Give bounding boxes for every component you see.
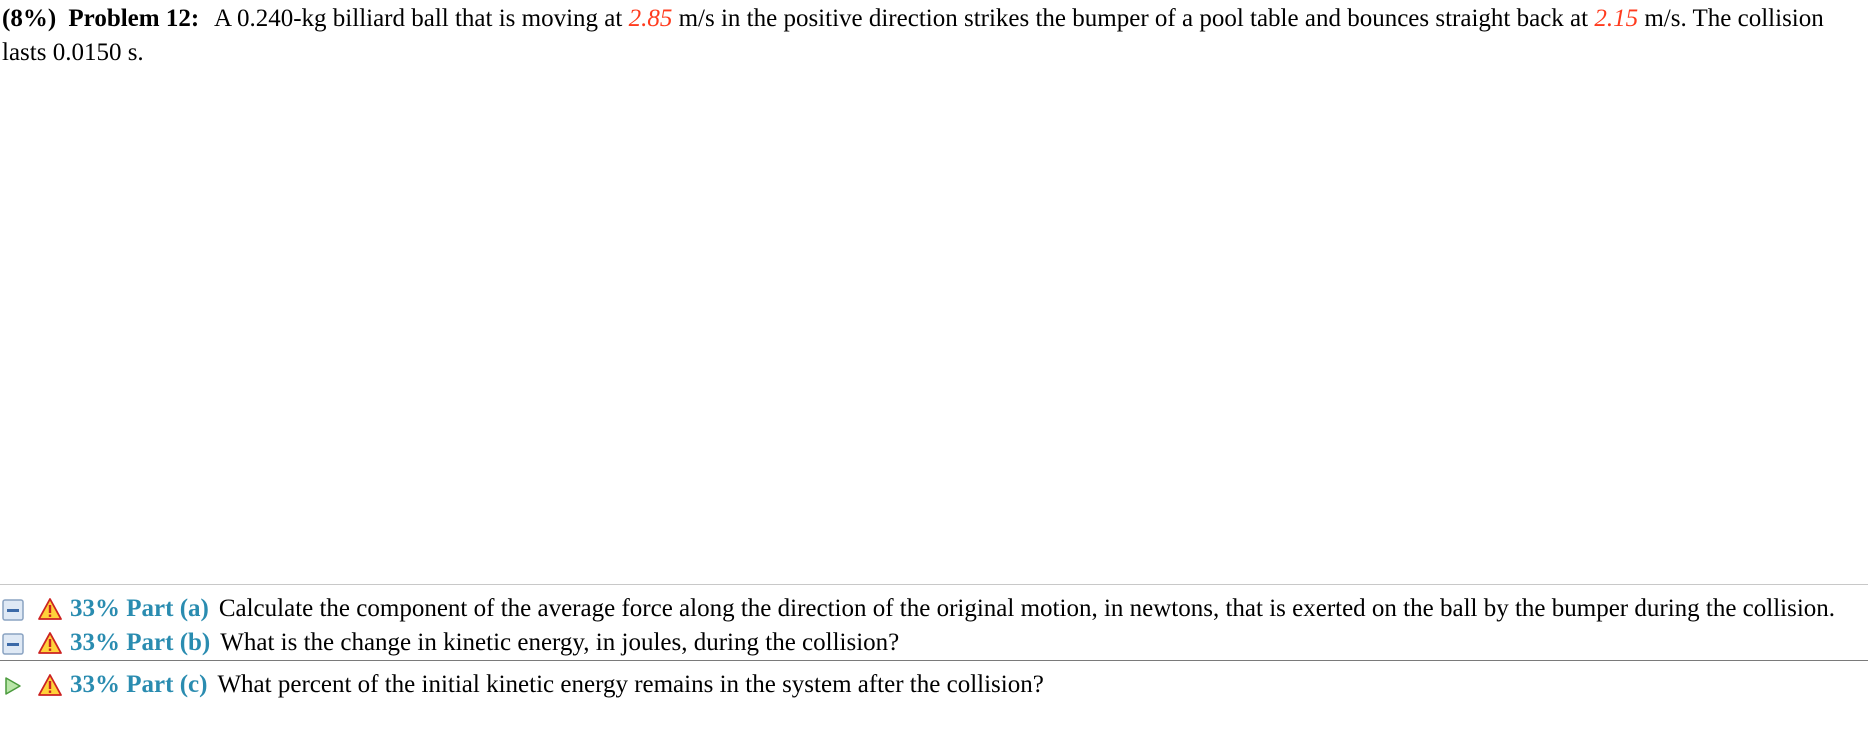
collapse-box-icon[interactable] xyxy=(2,631,24,653)
part-c-percent: 33% xyxy=(70,671,120,698)
part-a-question: Calculate the component of the average force along the direction of the original motion, in newtons, that is exerted on the ball by the bumper during the collision. xyxy=(218,595,1836,622)
part-c-heading[interactable] xyxy=(70,671,207,698)
part-b-question: What is the change in kinetic energy, in joules, during the collision? xyxy=(220,629,900,656)
part-c-question: What percent of the initial kinetic energy remains in the system after the collision? xyxy=(217,671,1044,698)
initial-speed-value: 2.85 xyxy=(628,5,673,32)
problem-text-1: A 0.240-kg billiard ball that is moving at xyxy=(214,5,623,32)
collapse-box-icon[interactable] xyxy=(2,597,24,619)
part-c-label: Part (c) xyxy=(126,671,208,698)
part-a-percent: 33% xyxy=(70,595,120,622)
problem-number: Problem 12: xyxy=(68,5,200,32)
part-b-percent: 33% xyxy=(70,629,120,656)
expand-arrow-icon[interactable] xyxy=(2,673,24,695)
part-a-label: Part (a) xyxy=(126,595,209,622)
part-b-heading[interactable] xyxy=(70,629,210,656)
parts-list xyxy=(0,584,1868,702)
problem-text-2: m/s in the positive direction strikes the bumper of a pool table and bounces straight back at xyxy=(678,5,1589,32)
warning-icon xyxy=(38,672,62,694)
problem-text-3: m/s. The collision lasts 0.0150 s. xyxy=(2,5,1824,66)
part-a-row[interactable] xyxy=(0,584,1868,626)
part-a-heading[interactable] xyxy=(70,595,209,622)
problem-weight: (8%) xyxy=(2,5,57,32)
problem-statement xyxy=(2,2,1852,70)
final-speed-value: 2.15 xyxy=(1594,5,1639,32)
part-b-row[interactable] xyxy=(0,626,1868,660)
part-b-label: Part (b) xyxy=(126,629,211,656)
warning-icon xyxy=(38,630,62,652)
warning-icon xyxy=(38,596,62,618)
part-c-row[interactable] xyxy=(0,660,1868,702)
